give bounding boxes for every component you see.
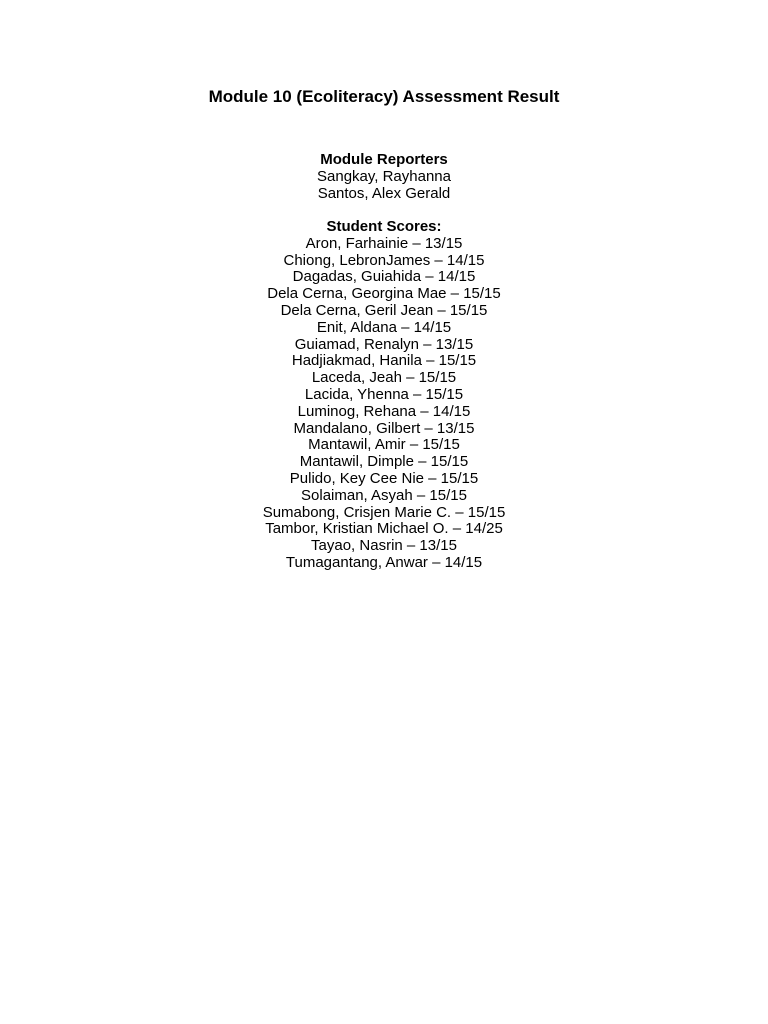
- score-entry: Enit, Aldana – 14/15: [316, 318, 452, 336]
- score-entry: Tambor, Kristian Michael O. – 14/25: [265, 520, 503, 538]
- scores-heading: Student Scores:: [326, 218, 442, 235]
- reporters-heading: Module Reporters: [320, 151, 448, 168]
- score-entry: Dagadas, Guiahida – 14/15: [292, 268, 476, 286]
- reporters-section: [0, 152, 768, 202]
- score-entry: Hadjiakmad, Hanila – 15/15: [291, 352, 477, 370]
- score-entry: Sumabong, Crisjen Marie C. – 15/15: [262, 503, 506, 521]
- score-entry: Mantawil, Amir – 15/15: [308, 436, 460, 454]
- score-entry: Lacida, Yhenna – 15/15: [304, 385, 464, 403]
- score-entry: Dela Cerna, Georgina Mae – 15/15: [267, 285, 501, 303]
- score-entry: Mandalano, Gilbert – 13/15: [293, 419, 475, 437]
- score-entry: Chiong, LebronJames – 14/15: [283, 251, 485, 269]
- score-entry: Guiamad, Renalyn – 13/15: [294, 335, 474, 353]
- score-entry: Aron, Farhainie – 13/15: [305, 234, 463, 252]
- score-entry: Tayao, Nasrin – 13/15: [311, 537, 457, 555]
- score-entry: Pulido, Key Cee Nie – 15/15: [289, 469, 479, 487]
- document-title: Module 10 (Ecoliteracy) Assessment Result: [208, 87, 560, 106]
- score-entry: Tumagantang, Anwar – 14/15: [285, 553, 483, 571]
- score-entry: Solaiman, Asyah – 15/15: [301, 486, 467, 504]
- score-entry: Mantawil, Dimple – 15/15: [299, 453, 469, 471]
- reporter-name: Santos, Alex Gerald: [317, 184, 451, 202]
- score-entry: Laceda, Jeah – 15/15: [311, 369, 457, 387]
- score-entry: Luminog, Rehana – 14/15: [297, 402, 471, 420]
- reporter-name: Sangkay, Rayhanna: [317, 167, 451, 185]
- scores-section: [0, 219, 768, 572]
- score-entry: Dela Cerna, Geril Jean – 15/15: [280, 301, 488, 319]
